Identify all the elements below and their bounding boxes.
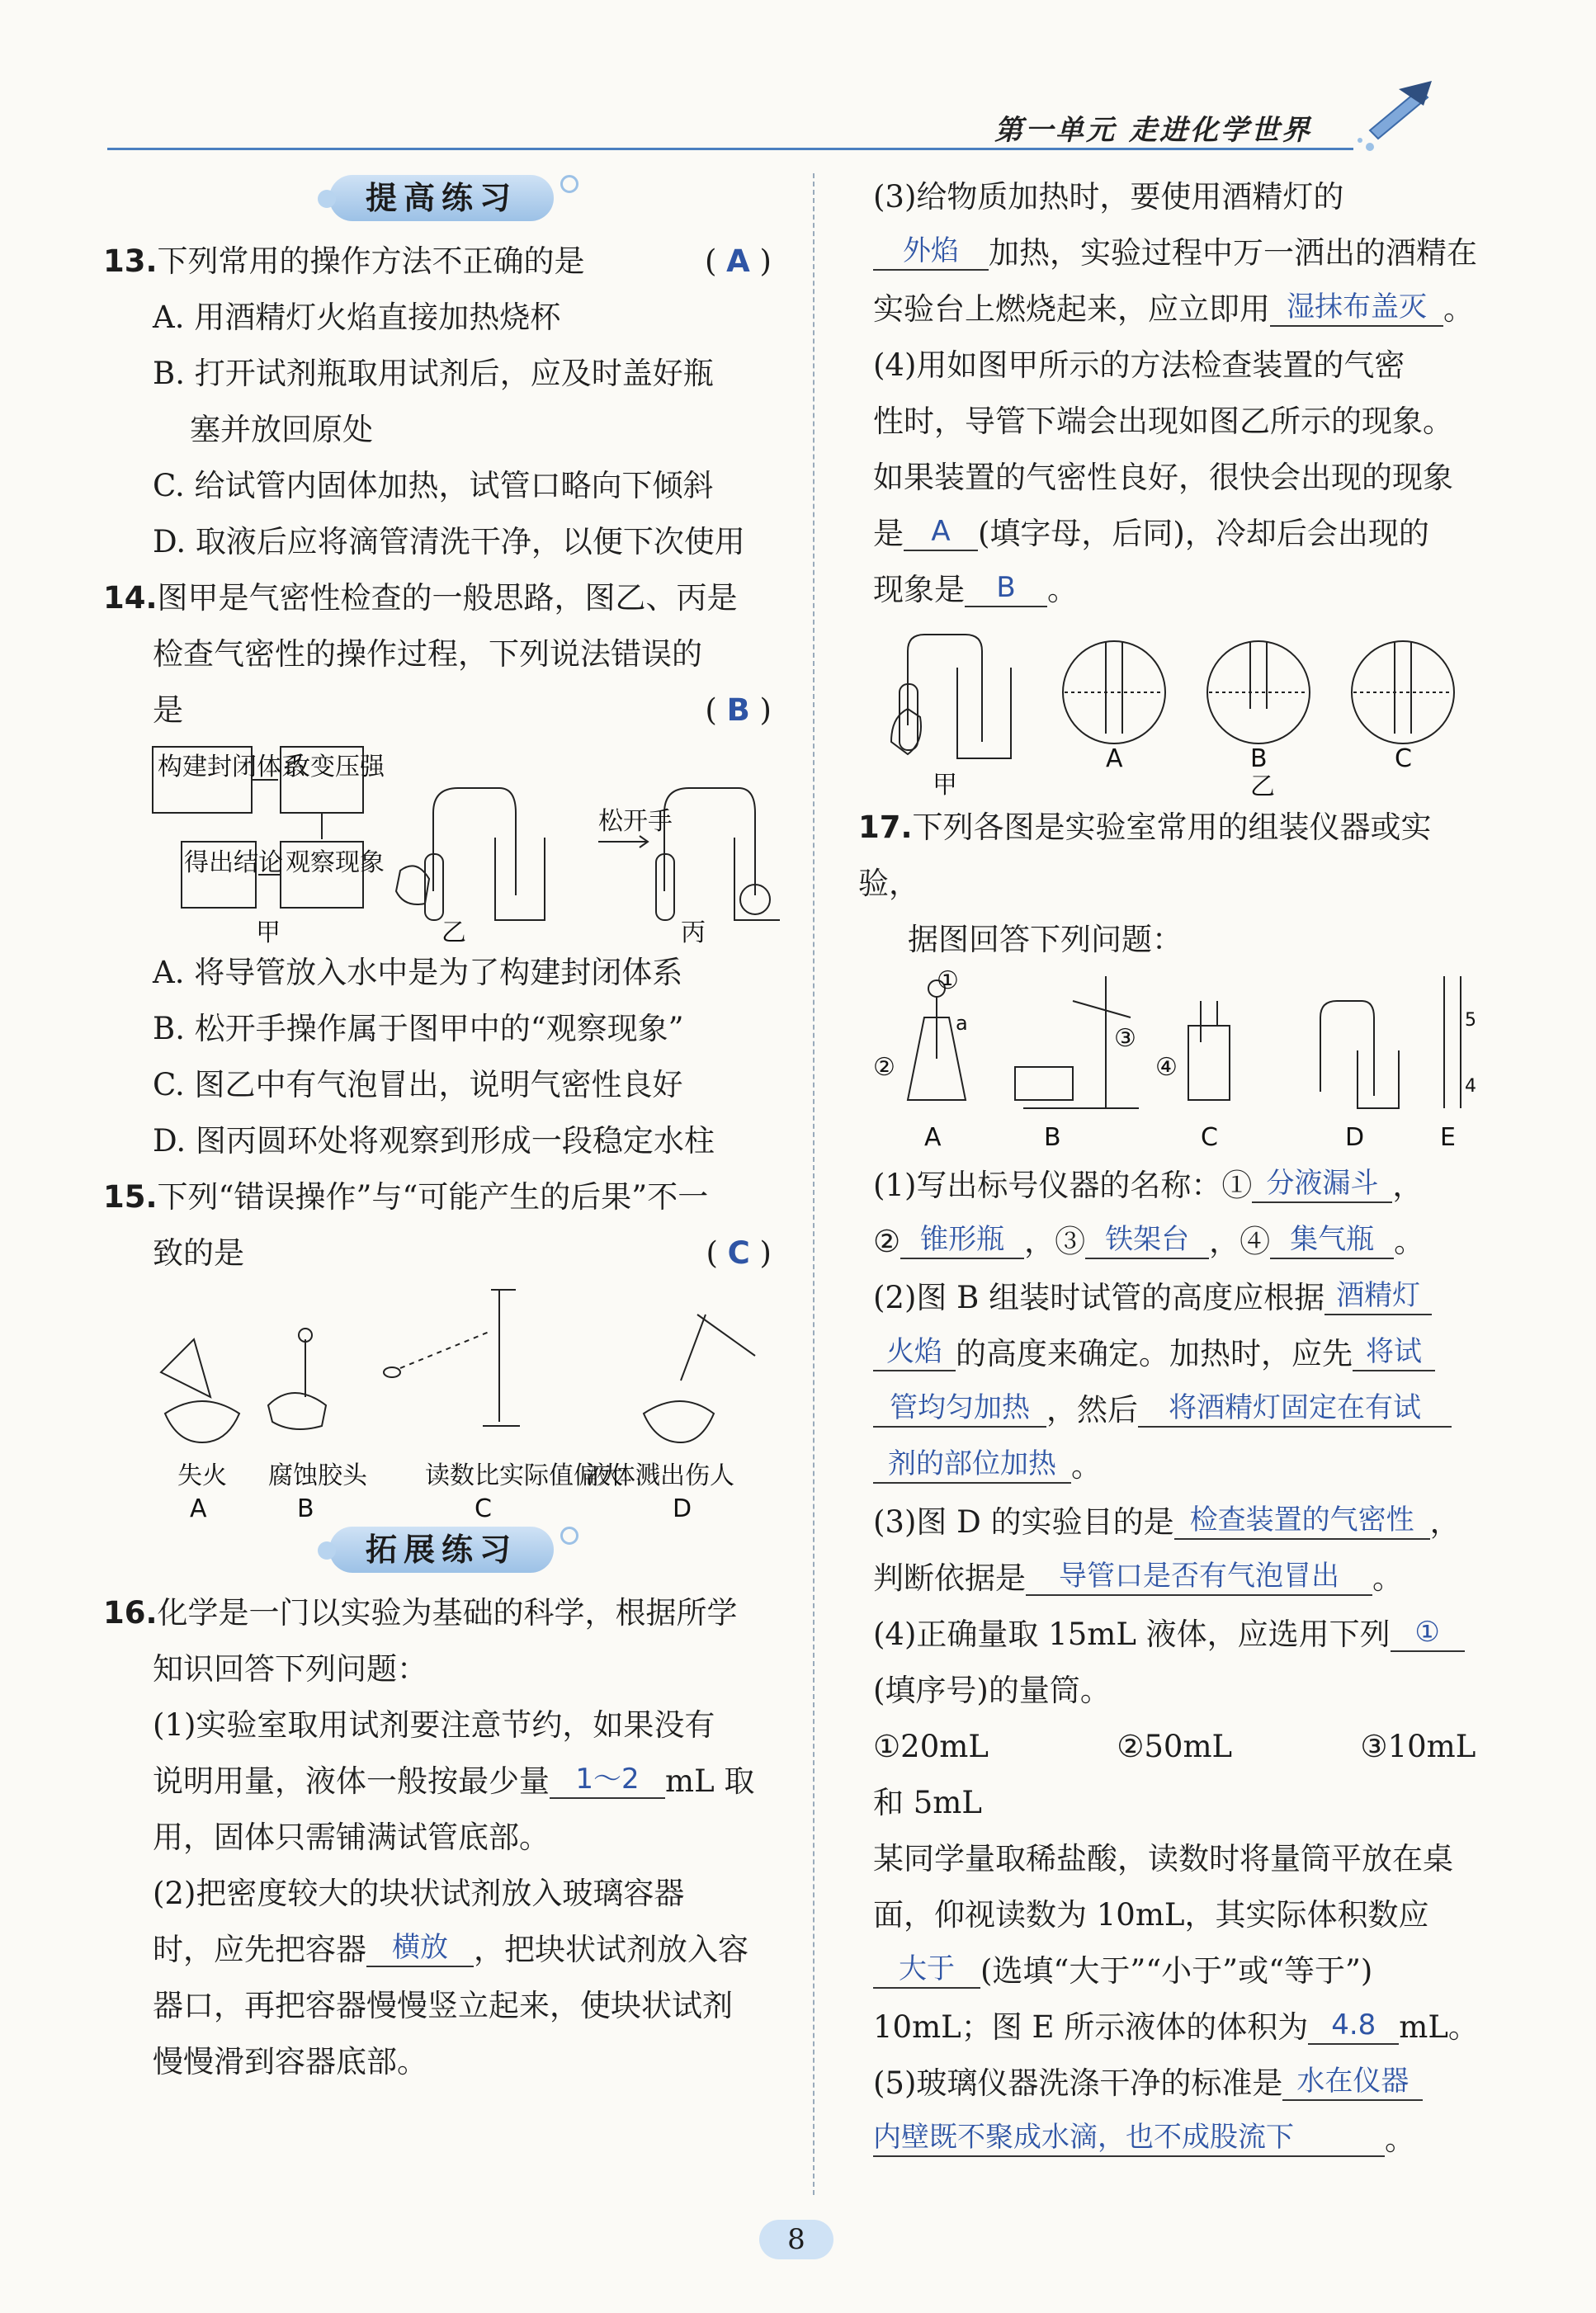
question-stem: 是 (153, 692, 183, 728)
answer-blank: 内壁既不聚成水滴，也不成股流下 (873, 2119, 1385, 2157)
scale-4: 4 (1465, 1076, 1476, 1097)
option-cont: 塞并放回原处 (190, 412, 373, 447)
question-number: 13. (103, 243, 158, 279)
arrow-label: 松开手 (598, 807, 673, 836)
text-line: 如果装置的气密性良好，很快会出现的现象 (873, 460, 1453, 495)
text-line: mL 取 (665, 1763, 755, 1799)
text-line: ，把块状试剂放入容 (474, 1932, 748, 1967)
fig-letter-a: A (190, 1494, 207, 1521)
answer-blank: 4.8 (1308, 2007, 1399, 2045)
flow-step-1: 构建封闭体系 (158, 753, 306, 781)
answer-blank: ① (1391, 1614, 1465, 1652)
scale-5: 5 (1465, 1010, 1476, 1031)
question-15 (103, 1169, 780, 1521)
flow-step-2: 改变压强 (286, 753, 385, 781)
text-line: (4)用如图甲所示的方法检查装置的气密 (873, 347, 1405, 383)
fig-letter-c: C (475, 1494, 492, 1521)
fig-label-jia: 甲 (933, 771, 957, 800)
text-line: (3)图 D 的实验目的是 (873, 1504, 1174, 1540)
option: D. 图丙圆环处将观察到形成一段稳定水柱 (153, 1123, 715, 1159)
fig-label-yi: 乙 (1250, 772, 1275, 800)
text-line: 慢慢滑到容器底部。 (153, 2044, 427, 2079)
text-line: (2)图 B 组装时试管的高度应根据 (873, 1280, 1325, 1315)
page-header (107, 106, 1477, 150)
answer-blank: 管均匀加热 (873, 1390, 1046, 1428)
section-extend (103, 1521, 780, 1579)
page-number: 8 (759, 2220, 833, 2259)
text-line: (1)实验室取用试剂要注意节约，如果没有 (153, 1707, 715, 1743)
text-line: 加热，实验过程中万一洒出的酒精在 (989, 235, 1477, 271)
question-stem: 检查气密性的操作过程，下列说法错误的 (153, 636, 702, 672)
answer-blank: 水在仪器 (1282, 2063, 1423, 2101)
wrong-operation-figure (103, 1282, 780, 1521)
question-number: 17. (858, 810, 913, 845)
answer-paren: ( B ) (705, 692, 772, 728)
answer-blank: 分液漏斗 (1252, 1165, 1392, 1203)
mark-1: ① (937, 968, 959, 995)
text-line: 。 (1443, 291, 1474, 327)
text-line: 某同学量取稀盐酸，读数时将量筒平放在桌 (873, 1841, 1453, 1876)
choice: ②50mL (1117, 1729, 1233, 1764)
unit-title: 第一单元 走进化学世界 (994, 114, 1312, 147)
mark-4: ④ (1155, 1053, 1178, 1082)
text-line: (4)正确量取 15mL 液体，应选用下列 (873, 1617, 1391, 1652)
answer-blank: 检查装置的气密性 (1174, 1502, 1430, 1540)
answer-blank: B (965, 569, 1047, 607)
text-line: 现象是 (873, 572, 965, 607)
text-line: 。 (1071, 1448, 1102, 1484)
section-title: 拓展练习 (329, 1527, 554, 1573)
answer-blank: 将酒精灯固定在有试 (1138, 1390, 1452, 1428)
question-17 (858, 800, 1485, 2168)
section-improve (103, 169, 780, 227)
text-line: (填序号)的量筒。 (873, 1673, 1111, 1708)
option: B. 打开试剂瓶取用试剂后，应及时盖好瓶 (153, 356, 714, 391)
mark-a: a (956, 1012, 968, 1035)
text-line: 实验台上燃烧起来，应立即用 (873, 291, 1270, 327)
caption-d: 液体溅出伤人 (586, 1461, 734, 1490)
left-column (103, 169, 780, 2090)
question-number: 14. (103, 580, 158, 616)
column-divider (813, 173, 815, 2195)
option: A. 将导管放入水中是为了构建封闭体系 (153, 955, 683, 990)
fig-label-yi: 乙 (441, 918, 466, 945)
fig-letter-a: A (924, 1123, 942, 1152)
option: B. 松开手操作属于图甲中的“观察现象” (153, 1011, 684, 1046)
answer-blank: 锥形瓶 (900, 1221, 1024, 1259)
caption-c: 读数比实际值偏大 (425, 1461, 623, 1490)
choice: ③10mL 和 5mL (873, 1729, 1476, 1820)
answer-blank: 大于 (873, 1951, 980, 1989)
section-title: 提高练习 (329, 175, 554, 221)
text-line: (2)把密度较大的块状试剂放入玻璃容器 (153, 1876, 685, 1911)
answer-blank: 1～2 (550, 1761, 665, 1799)
text-line: 面，仰视读数为 10mL，其实际体积数应 (873, 1897, 1429, 1933)
text-line: 。 (1047, 572, 1078, 607)
text-line: (5)玻璃仪器洗涤干净的标准是 (873, 2065, 1283, 2101)
text-line: 时，应先把容器 (153, 1932, 366, 1967)
text-line: 的高度来确定。加热时，应先 (956, 1336, 1353, 1371)
question-number: 15. (103, 1179, 158, 1215)
text-line: (1)写出标号仪器的名称：① (873, 1168, 1253, 1203)
header-rule (107, 148, 1353, 150)
flow-step-3: 观察现象 (286, 848, 385, 877)
answer-blank: 外焰 (873, 233, 989, 271)
answer: B (726, 692, 750, 728)
text-line: mL。 (1399, 2009, 1479, 2045)
fig-label-c: C (1395, 744, 1412, 773)
question-16 (103, 1585, 780, 2090)
answer-blank: 火焰 (873, 1334, 956, 1371)
airtight-check-figure (103, 739, 780, 945)
answer-blank: 横放 (366, 1929, 474, 1967)
question-stem: 据图回答下列问题： (908, 922, 1183, 957)
fig-letter-d: D (673, 1494, 692, 1521)
answer-blank: 铁架台 (1085, 1221, 1209, 1259)
answer-paren: ( C ) (706, 1235, 772, 1271)
text-line: 说明用量，液体一般按最少量 (153, 1763, 550, 1799)
text-line: (填字母，后同)，冷却后会出现的 (978, 516, 1429, 551)
text-line: 。 (1394, 1224, 1425, 1259)
caption-a: 失火 (177, 1461, 227, 1490)
flow-step-4: 得出结论 (184, 848, 283, 877)
mark-label: ② (873, 1224, 901, 1259)
answer: C (727, 1235, 750, 1271)
text-line: 器口，再把容器慢慢竖立起来，使块状试剂 (153, 1988, 733, 2023)
fig-label-bing: 丙 (681, 918, 706, 945)
question-stem: 下列各图是实验室常用的组装仪器或实验， (858, 810, 1432, 901)
answer-blank: 酒精灯 (1324, 1277, 1432, 1315)
text-line: ，然后 (1046, 1392, 1138, 1428)
answer-blank: 导管口是否有气泡冒出 (1026, 1558, 1372, 1596)
question-stem: 致的是 (153, 1235, 244, 1271)
right-column (858, 169, 1485, 2168)
question-number: 16. (103, 1595, 158, 1631)
apparatus-figure (858, 968, 1485, 1158)
fig-letter-d: D (1345, 1123, 1365, 1152)
text-line: ， (1392, 1168, 1424, 1203)
question-stem: 下列“错误操作”与“可能产生的后果”不一 (157, 1179, 709, 1215)
graduation-pen-icon (1353, 73, 1444, 163)
text-line: ， (1429, 1504, 1461, 1540)
choice: ①20mL (873, 1729, 989, 1764)
text-line: 用，固体只需铺满试管底部。 (153, 1820, 550, 1855)
text-line: (3)给物质加热时，要使用酒精灯的 (873, 179, 1344, 215)
fig-letter-b: B (1044, 1123, 1061, 1152)
answer-blank: 剂的部位加热 (873, 1446, 1071, 1484)
mark-label: ，③ (1024, 1224, 1086, 1259)
fig-label-jia: 甲 (256, 918, 281, 945)
fig-letter-b: B (297, 1494, 314, 1521)
answer-blank: A (904, 513, 978, 551)
question-14 (103, 570, 780, 1169)
mark-label: ，④ (1209, 1224, 1271, 1259)
text-line: 。 (1372, 1560, 1403, 1596)
question-13 (103, 234, 780, 570)
answer-blank: 集气瓶 (1270, 1221, 1394, 1259)
option: D. 取液后应将滴管清洗干净，以便下次使用 (153, 524, 745, 559)
answer-paren: ( A ) (704, 243, 772, 279)
text-line: 性时，导管下端会出现如图乙所示的现象。 (873, 404, 1453, 439)
caption-b: 腐蚀胶头 (268, 1461, 367, 1490)
answer: A (726, 243, 750, 279)
fig-letter-e: E (1440, 1123, 1456, 1152)
question-stem: 知识回答下列问题： (153, 1651, 427, 1687)
option: A. 用酒精灯火焰直接加热烧杯 (153, 300, 561, 335)
mark-2: ② (873, 1053, 895, 1082)
text-line: 是 (873, 516, 904, 551)
question-stem: 化学是一门以实验为基础的科学，根据所学 (157, 1595, 738, 1631)
text-line: 10mL；图 E 所示液体的体积为 (873, 2009, 1309, 2045)
airtight-phenomenon-figure (858, 618, 1485, 800)
option: C. 图乙中有气泡冒出，说明气密性良好 (153, 1067, 683, 1102)
fig-label-a: A (1106, 744, 1123, 773)
mark-3: ③ (1114, 1024, 1136, 1053)
answer-blank: 湿抹布盖灭 (1270, 289, 1443, 327)
question-stem: 下列常用的操作方法不正确的是 (157, 243, 585, 279)
fig-label-b: B (1250, 744, 1268, 773)
text-line: (选填“大于”“小于”或“等于”) (980, 1953, 1373, 1989)
option: C. 给试管内固体加热，试管口略向下倾斜 (153, 468, 714, 503)
text-line: 判断依据是 (873, 1560, 1026, 1596)
text-line: 。 (1385, 2122, 1415, 2157)
fig-letter-c: C (1201, 1123, 1218, 1152)
answer-blank: 将试 (1353, 1334, 1435, 1371)
question-stem: 图甲是气密性检查的一般思路，图乙、丙是 (157, 580, 738, 616)
